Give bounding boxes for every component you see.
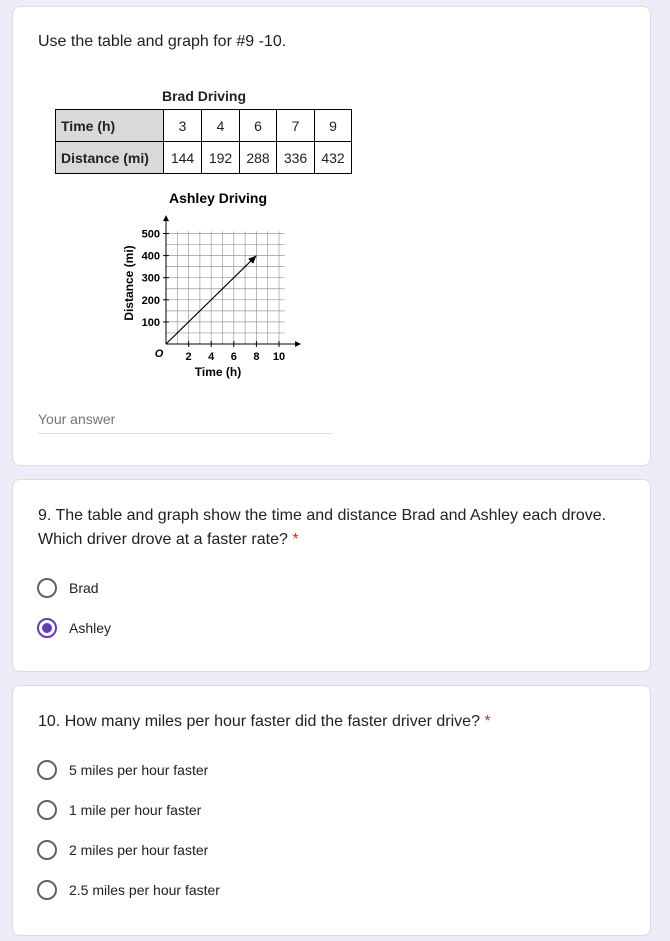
table-cell: 7: [277, 110, 315, 142]
table-cell: 192: [202, 142, 240, 174]
option-label: Brad: [69, 580, 99, 596]
answer-underline: [38, 433, 332, 434]
answer-placeholder[interactable]: Your answer: [38, 411, 116, 427]
ashley-driving-graph: [105, 185, 305, 385]
graph-title: Ashley Driving: [168, 190, 268, 206]
x-axis-label: Time (h): [194, 365, 242, 379]
required-asterisk: *: [484, 713, 491, 730]
question-10-text: [38, 710, 633, 734]
table-row: [56, 142, 352, 174]
x-axis-arrow: [295, 341, 301, 347]
question-9-label: 9. The table and graph show the time and distance Brad and Ashley each drove. Which driver drove at a faster rate?: [38, 507, 607, 548]
option-ashley[interactable]: [37, 617, 111, 639]
question-card-intro: [12, 6, 651, 466]
radio-button[interactable]: [37, 578, 57, 598]
question-9-text: [38, 504, 633, 552]
y-axis-arrow: [163, 215, 169, 221]
table-row: [56, 110, 352, 142]
x-tick-label: 8: [253, 351, 260, 363]
option-2-5-mph[interactable]: [37, 879, 220, 901]
table-row-header: Distance (mi): [56, 142, 164, 174]
table-title: Brad Driving: [161, 88, 246, 104]
table-cell: 336: [277, 142, 315, 174]
intro-text: Use the table and graph for #9 -10.: [38, 33, 287, 50]
option-2-mph[interactable]: [37, 839, 208, 861]
option-label: 2.5 miles per hour faster: [69, 882, 220, 898]
x-tick-label: 2: [185, 351, 192, 363]
table-cell: 288: [240, 142, 277, 174]
table-row-header: Time (h): [56, 110, 164, 142]
table-cell: 432: [315, 142, 352, 174]
option-label: 1 mile per hour faster: [69, 802, 202, 818]
radio-button[interactable]: [37, 800, 57, 820]
radio-button[interactable]: [37, 760, 57, 780]
question-card-9: [12, 479, 651, 672]
y-tick-label: 500: [141, 228, 160, 241]
option-label: Ashley: [69, 620, 112, 636]
option-5-mph[interactable]: [37, 759, 208, 781]
y-axis-label: Distance (mi): [122, 245, 136, 321]
graph-ticks: [142, 229, 285, 364]
x-tick-label: 4: [208, 351, 215, 363]
option-brad[interactable]: [37, 577, 99, 599]
brad-driving-table: [55, 109, 352, 174]
radio-button[interactable]: [37, 840, 57, 860]
table-cell: 4: [202, 110, 240, 142]
option-label: 5 miles per hour faster: [69, 762, 209, 778]
x-tick-label: 10: [272, 351, 286, 363]
y-tick-label: 200: [141, 294, 160, 307]
table-cell: 9: [315, 110, 352, 142]
y-tick-label: 400: [141, 250, 160, 263]
radio-button[interactable]: [37, 880, 57, 900]
y-tick-label: 300: [141, 272, 160, 285]
option-label: 2 miles per hour faster: [69, 842, 209, 858]
table-cell: 3: [164, 110, 202, 142]
question-10-label: 10. How many miles per hour faster did the faster driver drive?: [38, 713, 480, 730]
table-cell: 6: [240, 110, 277, 142]
option-1-mph[interactable]: [37, 799, 201, 821]
required-asterisk: *: [292, 531, 299, 548]
y-tick-label: 100: [141, 316, 160, 329]
origin-label: O: [154, 348, 164, 360]
table-cell: 144: [164, 142, 202, 174]
x-tick-label: 6: [230, 351, 237, 363]
question-card-10: [12, 685, 651, 936]
radio-button-selected[interactable]: [37, 618, 57, 638]
